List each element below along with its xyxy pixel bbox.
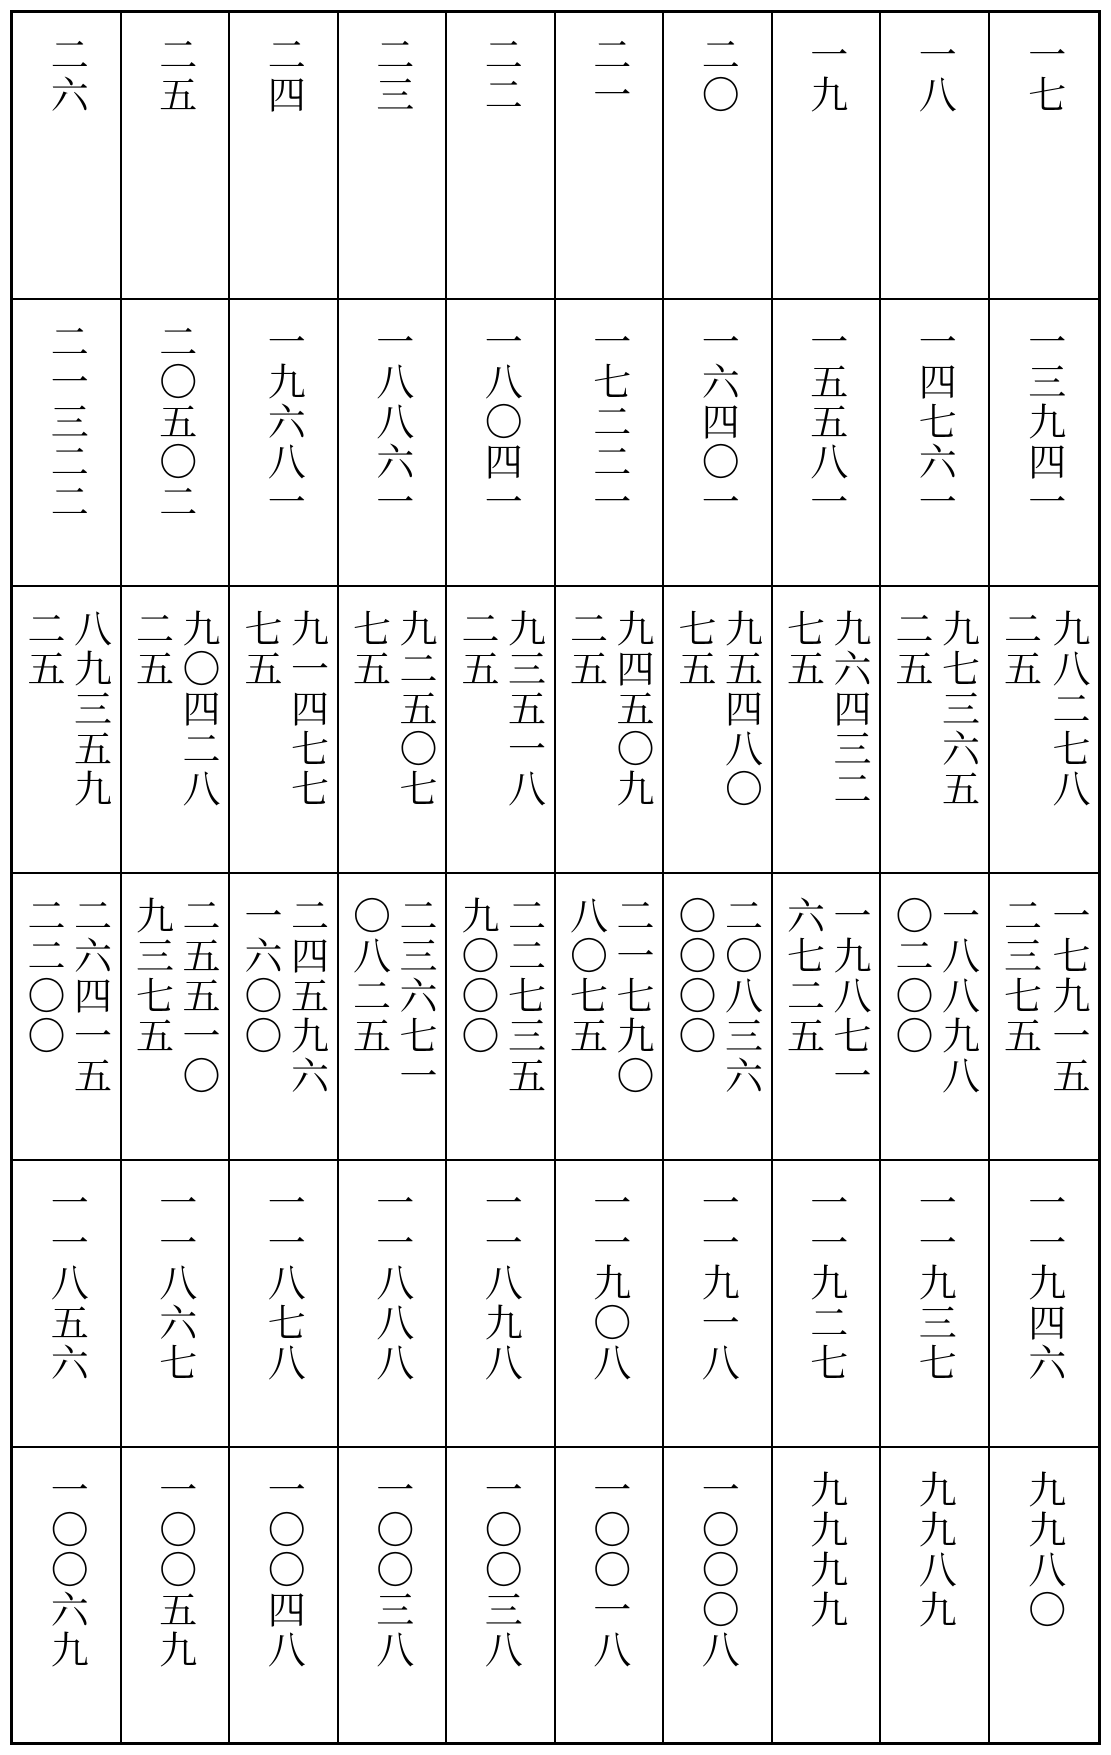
table-cell-product — [556, 874, 665, 1161]
cell-text: 一七 — [1021, 35, 1066, 115]
table-cell-ratio — [881, 1161, 990, 1448]
table-cell-index — [664, 13, 773, 300]
cell-text-sub: 二三七五 — [997, 896, 1042, 1056]
cell-text: 二四 — [261, 35, 306, 115]
cell-text: 一〇〇五九 — [152, 1470, 197, 1670]
cell-text-main: 九〇四二八 — [176, 609, 220, 809]
cell-text: 九九八九 — [912, 1470, 957, 1630]
cell-text-main: 九四五〇九 — [610, 609, 654, 809]
cell-text-main: 八九三五九 — [67, 609, 112, 809]
table-cell-index — [13, 13, 122, 300]
table-cell-base — [664, 1448, 773, 1742]
table-cell-index — [556, 13, 665, 300]
cell-text-main: 九七三六五 — [935, 609, 980, 809]
table-cell-fraction — [556, 587, 665, 874]
table-cell-fraction — [230, 587, 339, 874]
table-cell-ratio — [990, 1161, 1099, 1448]
cell-text-main: 一九八七一 — [827, 896, 871, 1096]
table-cell-ratio — [339, 1161, 448, 1448]
table-cell-product — [447, 874, 556, 1161]
cell-text-sub: 二五 — [889, 609, 933, 689]
table-cell-product — [773, 874, 882, 1161]
cell-text: 一一九二七 — [803, 1183, 848, 1383]
table-cell-fraction — [339, 587, 448, 874]
cell-text-main: 九三五一八 — [501, 609, 546, 809]
cell-text: 一九六八一 — [261, 322, 306, 522]
table-cell-ratio — [664, 1161, 773, 1448]
table-cell-index — [773, 13, 882, 300]
cell-text-pair — [781, 609, 872, 809]
cell-text-pair — [998, 609, 1091, 809]
table-cell-ratio — [13, 1161, 122, 1448]
cell-text-main: 九五四八〇 — [718, 609, 763, 809]
cell-text: 二〇五〇二 — [152, 322, 197, 522]
cell-text-main: 九二五〇七 — [393, 609, 437, 809]
cell-text-sub: 七五 — [780, 609, 825, 689]
table-cell-index — [447, 13, 556, 300]
cell-text-sub: 七五 — [238, 609, 282, 689]
table-cell-fraction — [122, 587, 231, 874]
cell-text-main: 二五五一〇 — [176, 896, 220, 1096]
cell-text-sub: 〇〇〇〇 — [672, 896, 716, 1056]
cell-text-sub: 二五 — [129, 609, 174, 689]
cell-text-pair — [21, 609, 112, 809]
cell-text-pair — [672, 896, 763, 1096]
cell-text-main: 二六四一五 — [67, 896, 112, 1096]
table-cell-index — [881, 13, 990, 300]
table-cell-product — [881, 874, 990, 1161]
cell-text-sub: 九三七五 — [129, 896, 174, 1056]
cell-text: 一一九一八 — [695, 1183, 740, 1383]
cell-text-main: 一七九一五 — [1046, 896, 1090, 1096]
cell-text-main: 九六四三二 — [827, 609, 871, 809]
cell-text-sub: 二五 — [21, 609, 65, 689]
table-cell-product — [990, 874, 1099, 1161]
table-cell-product — [13, 874, 122, 1161]
cell-text-pair — [889, 609, 980, 809]
cell-text-pair — [455, 609, 546, 809]
table-cell-base — [556, 1448, 665, 1742]
cell-text-sub: 〇八二五 — [346, 896, 391, 1056]
cell-text-pair — [564, 609, 655, 809]
table-cell-base — [13, 1448, 122, 1742]
cell-text: 九九八〇 — [1021, 1470, 1066, 1630]
table-cell-fraction — [664, 587, 773, 874]
cell-text: 一一八九八 — [478, 1183, 523, 1383]
cell-text: 一一八六七 — [152, 1183, 197, 1383]
table-cell-area — [13, 300, 122, 587]
table-cell-base — [881, 1448, 990, 1742]
cell-text-sub: 二五 — [563, 609, 608, 689]
cell-text-pair — [455, 896, 546, 1096]
table-cell-base — [773, 1448, 882, 1742]
table-cell-product — [122, 874, 231, 1161]
cell-text-main: 二二七三五 — [501, 896, 546, 1096]
cell-text: 二一三二二 — [44, 322, 89, 522]
table-cell-index — [230, 13, 339, 300]
cell-text-main: 二四五九六 — [284, 896, 329, 1096]
cell-text-main: 二〇八三六 — [718, 896, 763, 1096]
cell-text: 一一九四六 — [1021, 1183, 1066, 1383]
table-cell-fraction — [990, 587, 1099, 874]
table-cell-ratio — [447, 1161, 556, 1448]
cell-text-sub: 一六〇〇 — [238, 896, 282, 1056]
cell-text: 二五 — [152, 35, 197, 115]
table-cell-product — [339, 874, 448, 1161]
table-cell-base — [990, 1448, 1099, 1742]
cell-text: 二六 — [44, 35, 89, 115]
cell-text-sub: 九〇〇〇 — [455, 896, 499, 1056]
cell-text-main: 二三六七一 — [393, 896, 437, 1096]
cell-text: 一一九〇八 — [586, 1183, 631, 1383]
cell-text-pair — [781, 896, 872, 1096]
table-cell-index — [339, 13, 448, 300]
cell-text-pair — [238, 609, 329, 809]
table-cell-ratio — [122, 1161, 231, 1448]
cell-text: 一〇〇三八 — [478, 1470, 523, 1670]
cell-text: 一一八五六 — [44, 1183, 89, 1383]
cell-text-sub: 七五 — [346, 609, 391, 689]
cell-text-sub: 〇二〇〇 — [889, 896, 933, 1056]
cell-text-pair — [889, 896, 980, 1096]
cell-text: 一八八六一 — [369, 322, 414, 522]
table-cell-base — [230, 1448, 339, 1742]
cell-text-pair — [564, 896, 655, 1096]
cell-text: 一五五八一 — [803, 322, 848, 522]
table-cell-area — [881, 300, 990, 587]
cell-text-pair — [998, 896, 1091, 1096]
table-cell-ratio — [556, 1161, 665, 1448]
cell-text: 一〇〇六九 — [44, 1470, 89, 1670]
cell-text: 一〇〇〇八 — [695, 1470, 740, 1670]
cell-text-pair — [130, 609, 221, 809]
cell-text-pair — [21, 896, 112, 1096]
cell-text-pair — [672, 609, 763, 809]
cell-text-main: 九八二七八 — [1046, 609, 1090, 809]
cell-text: 一七二二一 — [586, 322, 631, 522]
cell-text: 一三九四一 — [1021, 322, 1066, 522]
cell-text: 一八〇四一 — [478, 322, 523, 522]
cell-text: 一一九三七 — [912, 1183, 957, 1383]
cell-text-main: 二一七九〇 — [610, 896, 654, 1096]
table-cell-index — [122, 13, 231, 300]
cell-text: 二一 — [586, 35, 631, 115]
table-cell-fraction — [13, 587, 122, 874]
cell-text-sub: 六七二五 — [780, 896, 825, 1056]
table-cell-area — [447, 300, 556, 587]
cell-text: 一一八七八 — [261, 1183, 306, 1383]
table-cell-area — [230, 300, 339, 587]
table-cell-base — [447, 1448, 556, 1742]
cell-text: 二〇 — [695, 35, 740, 115]
table-cell-product — [230, 874, 339, 1161]
table-cell-area — [664, 300, 773, 587]
numeral-table — [10, 10, 1101, 1745]
table-cell-index — [990, 13, 1099, 300]
cell-text-pair — [347, 896, 438, 1096]
table-cell-base — [122, 1448, 231, 1742]
cell-text: 二二 — [478, 35, 523, 115]
cell-text: 二三 — [369, 35, 414, 115]
table-cell-area — [556, 300, 665, 587]
cell-text-sub: 八〇七五 — [563, 896, 608, 1056]
table-cell-area — [122, 300, 231, 587]
table-cell-base — [339, 1448, 448, 1742]
cell-text: 一〇〇三八 — [369, 1470, 414, 1670]
cell-text-sub: 二二〇〇 — [21, 896, 65, 1056]
cell-text: 一一八八八 — [369, 1183, 414, 1383]
cell-text-main: 一八八九八 — [935, 896, 980, 1096]
table-cell-area — [339, 300, 448, 587]
cell-text: 一〇〇四八 — [261, 1470, 306, 1670]
cell-text: 一四七六一 — [912, 322, 957, 522]
table-cell-fraction — [881, 587, 990, 874]
table-cell-ratio — [773, 1161, 882, 1448]
cell-text: 一八 — [912, 35, 957, 115]
table-cell-fraction — [773, 587, 882, 874]
cell-text-sub: 二五 — [997, 609, 1042, 689]
cell-text: 九九九九 — [803, 1470, 848, 1630]
cell-text: 一六四〇一 — [695, 322, 740, 522]
table-cell-ratio — [230, 1161, 339, 1448]
cell-text-pair — [130, 896, 221, 1096]
cell-text: 一〇〇一八 — [586, 1470, 631, 1670]
cell-text-sub: 二五 — [455, 609, 499, 689]
cell-text: 一九 — [803, 35, 848, 115]
table-cell-fraction — [447, 587, 556, 874]
cell-text-pair — [238, 896, 329, 1096]
table-cell-area — [990, 300, 1099, 587]
cell-text-sub: 七五 — [672, 609, 716, 689]
cell-text-pair — [347, 609, 438, 809]
cell-text-main: 九一四七七 — [284, 609, 329, 809]
table-cell-product — [664, 874, 773, 1161]
table-cell-area — [773, 300, 882, 587]
